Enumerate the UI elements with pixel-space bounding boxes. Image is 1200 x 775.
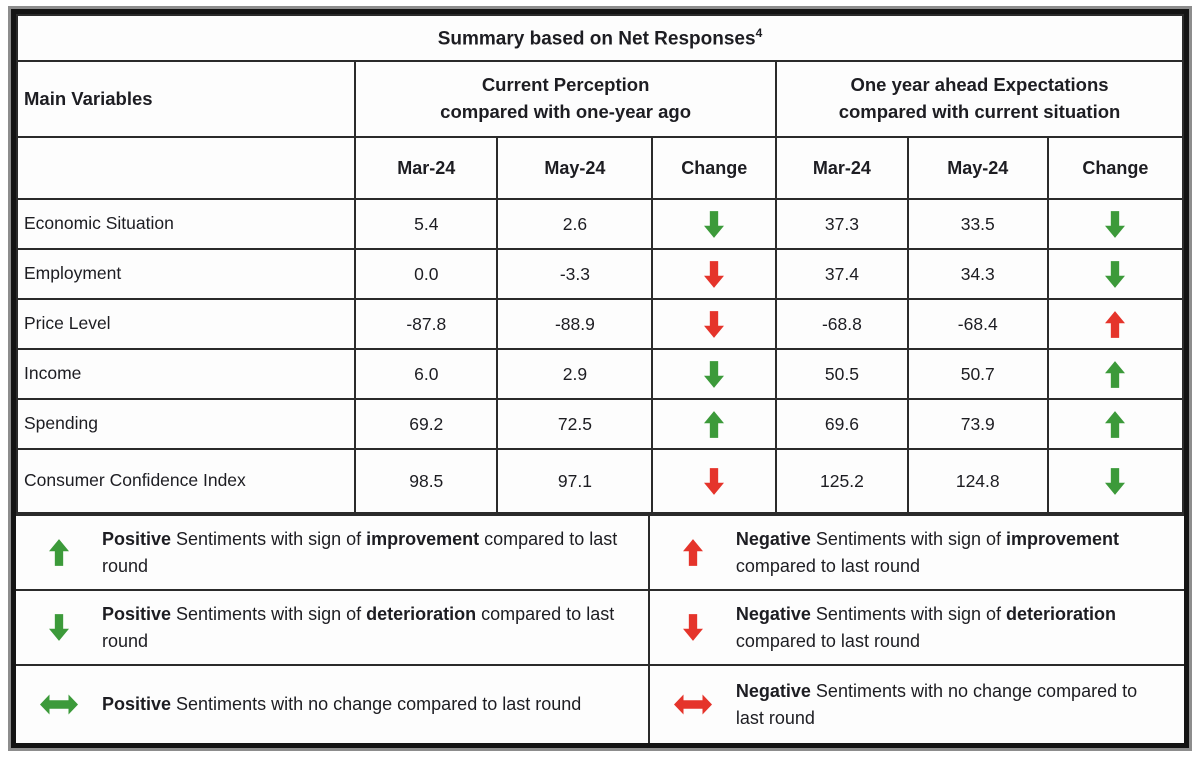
legend-item-text: Positive Sentiments with sign of improvement compared to last round <box>102 528 618 576</box>
column-header-cp-may24: May-24 <box>497 137 652 199</box>
cp-mar-value: 6.0 <box>355 349 497 399</box>
cp-mar-value: 0.0 <box>355 249 497 299</box>
cp-change-cell <box>652 249 776 299</box>
row-label: Economic Situation <box>17 199 355 249</box>
legend-item-negative-deterioration <box>648 591 1184 664</box>
legend-item-text: Negative Sentiments with no change compared to last round <box>735 680 1138 728</box>
cp-mar-value: 69.2 <box>355 399 497 449</box>
up-arrow-green-icon <box>1055 410 1176 439</box>
ex-mar-value: 37.3 <box>776 199 908 249</box>
row-label: Employment <box>17 249 355 299</box>
column-header-cp-change: Change <box>652 137 776 199</box>
cp-mar-value: 98.5 <box>355 449 497 513</box>
legend-item-positive-no-change <box>16 666 648 743</box>
leftright-arrow-green-icon <box>16 694 102 715</box>
column-header-main-variables: Main Variables <box>17 61 355 137</box>
cp-may-value: 72.5 <box>497 399 652 449</box>
table-title-row <box>17 15 1183 61</box>
legend-item-text: Positive Sentiments with sign of deterioration compared to last round <box>102 603 615 651</box>
net-responses-table <box>16 14 1184 514</box>
cp-may-value: 2.9 <box>497 349 652 399</box>
legend-item-text: Negative Sentiments with sign of deterioration compared to last round <box>735 603 1117 651</box>
column-group-expectations <box>776 61 1183 137</box>
ex-mar-value: 125.2 <box>776 449 908 513</box>
page-title <box>17 15 1183 61</box>
cp-may-value: -88.9 <box>497 299 652 349</box>
column-header-ex-change: Change <box>1048 137 1183 199</box>
ex-mar-value: 50.5 <box>776 349 908 399</box>
ex-change-cell <box>1048 349 1183 399</box>
ex-change-cell <box>1048 249 1183 299</box>
legend-row <box>16 589 1184 664</box>
ex-may-value: 34.3 <box>908 249 1048 299</box>
table-row-income <box>17 349 1183 399</box>
group1-line2: compared with one-year ago <box>440 101 692 122</box>
legend-item-text: Negative Sentiments with sign of improvement compared to last round <box>735 528 1120 576</box>
down-arrow-red-icon <box>650 611 736 644</box>
down-arrow-red-icon <box>659 467 769 496</box>
empty-header-cell <box>17 137 355 199</box>
ex-may-value: 124.8 <box>908 449 1048 513</box>
sub-header-row <box>17 137 1183 199</box>
title-superscript: 4 <box>755 25 763 40</box>
up-arrow-green-icon <box>659 410 769 439</box>
cp-may-value: 97.1 <box>497 449 652 513</box>
row-label: Consumer Confidence Index <box>17 449 355 513</box>
cp-may-value: 2.6 <box>497 199 652 249</box>
down-arrow-red-icon <box>659 310 769 339</box>
legend-row <box>16 516 1184 589</box>
ex-may-value: 33.5 <box>908 199 1048 249</box>
column-header-cp-mar24: Mar-24 <box>355 137 497 199</box>
column-header-ex-may24: May-24 <box>908 137 1048 199</box>
down-arrow-green-icon <box>1055 210 1176 239</box>
ex-change-cell <box>1048 299 1183 349</box>
down-arrow-green-icon <box>1055 260 1176 289</box>
row-label: Spending <box>17 399 355 449</box>
ex-change-cell <box>1048 449 1183 513</box>
group-header-row <box>17 61 1183 137</box>
table-row-price-level <box>17 299 1183 349</box>
cp-change-cell <box>652 299 776 349</box>
up-arrow-red-icon <box>1055 310 1176 339</box>
table-row-employment <box>17 249 1183 299</box>
ex-mar-value: 37.4 <box>776 249 908 299</box>
legend-section <box>16 514 1184 743</box>
legend-item-positive-deterioration <box>16 591 648 664</box>
down-arrow-green-icon <box>659 210 769 239</box>
legend-row <box>16 664 1184 743</box>
ex-may-value: 73.9 <box>908 399 1048 449</box>
ex-mar-value: -68.8 <box>776 299 908 349</box>
down-arrow-green-icon <box>1055 467 1176 496</box>
summary-table-frame <box>11 9 1189 748</box>
cp-may-value: -3.3 <box>497 249 652 299</box>
title-text: Summary based on Net Responses <box>437 28 756 50</box>
cp-change-cell <box>652 399 776 449</box>
legend-item-negative-improvement <box>648 516 1184 589</box>
group2-line1: One year ahead Expectations <box>850 74 1109 96</box>
up-arrow-green-icon <box>16 536 102 569</box>
table-row-consumer-confidence-index <box>17 449 1183 513</box>
ex-may-value: 50.7 <box>908 349 1048 399</box>
group1-line1: Current Perception <box>481 74 650 96</box>
cp-mar-value: 5.4 <box>355 199 497 249</box>
legend-item-negative-no-change <box>648 666 1184 743</box>
down-arrow-red-icon <box>659 260 769 289</box>
ex-mar-value: 69.6 <box>776 399 908 449</box>
column-header-ex-mar24: Mar-24 <box>776 137 908 199</box>
table-row-spending <box>17 399 1183 449</box>
cp-change-cell <box>652 199 776 249</box>
cp-mar-value: -87.8 <box>355 299 497 349</box>
legend-item-positive-improvement <box>16 516 648 589</box>
row-label: Price Level <box>17 299 355 349</box>
legend-item-text: Positive Sentiments with no change compared to last round <box>102 694 582 714</box>
ex-change-cell <box>1048 399 1183 449</box>
group2-line2: compared with current situation <box>838 101 1121 122</box>
leftright-arrow-red-icon <box>650 694 736 715</box>
up-arrow-green-icon <box>1055 360 1176 389</box>
cp-change-cell <box>652 449 776 513</box>
ex-change-cell <box>1048 199 1183 249</box>
table-row-economic-situation <box>17 199 1183 249</box>
cp-change-cell <box>652 349 776 399</box>
down-arrow-green-icon <box>16 611 102 644</box>
row-label: Income <box>17 349 355 399</box>
down-arrow-green-icon <box>659 360 769 389</box>
column-group-current-perception <box>355 61 776 137</box>
up-arrow-red-icon <box>650 536 736 569</box>
ex-may-value: -68.4 <box>908 299 1048 349</box>
